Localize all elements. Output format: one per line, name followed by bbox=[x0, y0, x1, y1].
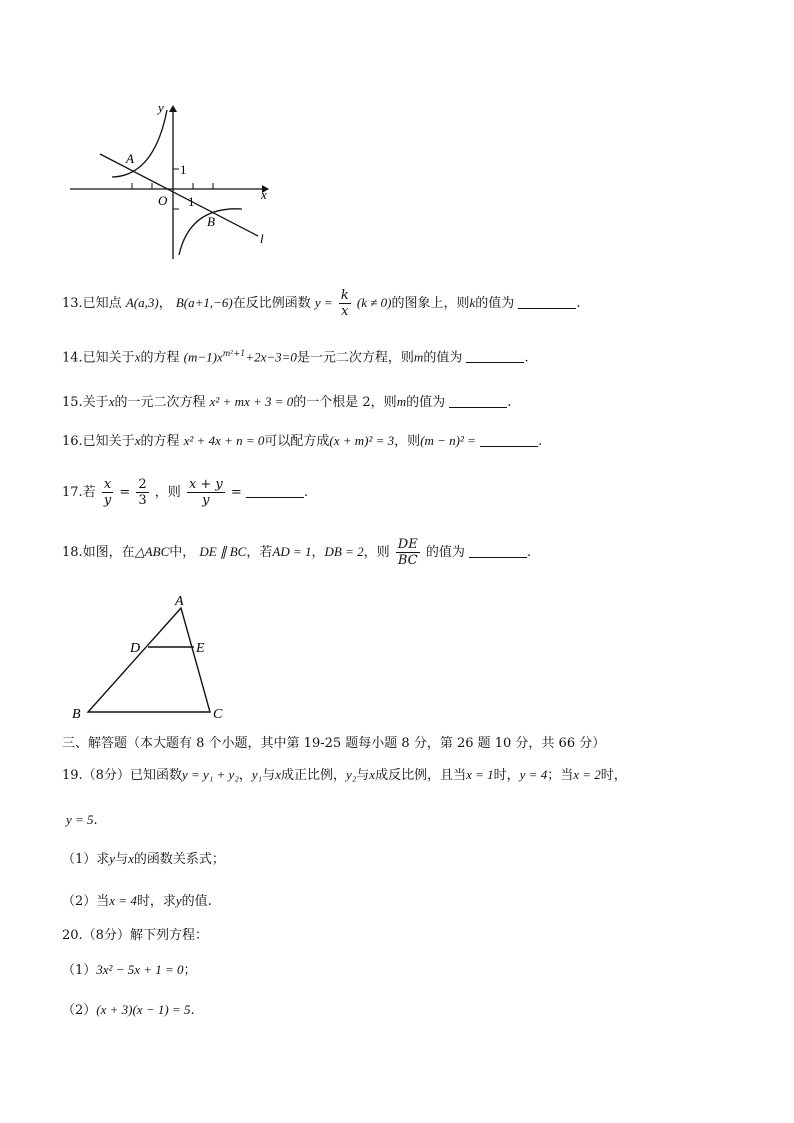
answer-blank[interactable] bbox=[466, 350, 524, 363]
question-19-line1: 19.（8分）已知函数y = y₁ + y₂，y₁与x成正比例，y₂与x成反比例，且当x = 1时，y = 4；当x = 2时， bbox=[62, 767, 627, 783]
question-13: 13.已知点 A(a,3)， B(a+1,−6)在反比例函数 y = $\frac{k}{x}$ (k ≠ 0)的图象上，则k的值为 . bbox=[62, 288, 581, 319]
y-axis-arrow bbox=[169, 105, 177, 112]
label-origin: O bbox=[158, 193, 168, 208]
label-point-a: A bbox=[126, 151, 134, 166]
hyperbola-branch-upper bbox=[112, 110, 167, 177]
line-l bbox=[100, 154, 258, 236]
triangle-figure bbox=[66, 592, 236, 724]
question-20-sub1: （1）3x² − 5x + 1 = 0； bbox=[62, 962, 197, 978]
label-point-b: B bbox=[207, 214, 215, 229]
answer-blank[interactable] bbox=[246, 485, 304, 498]
question-19-sub1: （1）求y与x的函数关系式； bbox=[62, 851, 225, 867]
label-x: x bbox=[261, 187, 267, 202]
question-17: 17.若 $\frac{x}{y}$ = $\frac{2}{3}$ ，则 $\frac{x + y}{y}$ = . bbox=[62, 477, 309, 508]
question-19-line2: y = 5. bbox=[66, 812, 98, 828]
label-a: A bbox=[175, 594, 184, 609]
fraction-k-over-x: $\frac{k}{x}$ bbox=[340, 288, 349, 319]
label-y: y bbox=[158, 100, 164, 115]
question-20-sub2: （2）(x + 3)(x − 1) = 5. bbox=[62, 1002, 195, 1018]
question-18: 18.如图，在△ABC中， DE ∥ BC，若AD = 1，DB = 2，则 $\frac{DE}{BC}$ 的值为 . bbox=[62, 537, 532, 568]
section-3-title: 三、解答题（本大题有 8 个小题，其中第 19-25 题每小题 8 分，第 26 题 10 分，共 66 分） bbox=[62, 736, 606, 751]
inverse-function-figure bbox=[62, 98, 282, 264]
question-15: 15.关于x的一元二次方程 x² + mx + 3 = 0的一个根是 2，则m的值为 . bbox=[62, 394, 512, 410]
fraction-x-over-y: $\frac{x}{y}$ bbox=[103, 477, 112, 508]
label-one-y: 1 bbox=[180, 162, 187, 177]
label-b: B bbox=[72, 707, 81, 722]
question-16: 16.已知关于x的方程 x² + 4x + n = 0可以配方成(x + m)² = 3，则(m − n)² = . bbox=[62, 433, 543, 449]
fraction-2-over-3: $\frac{2}{3}$ bbox=[138, 477, 147, 508]
question-19-sub2: （2）当x = 4时，求y的值. bbox=[62, 893, 212, 909]
label-one-x: 1 bbox=[188, 194, 195, 209]
question-14: 14.已知关于x的方程 $(m-1)x^{m^2+1}+2x-3=0$是一元二次方程，则m的值为 . bbox=[62, 349, 529, 366]
label-d: D bbox=[130, 641, 141, 656]
label-line-l: l bbox=[260, 231, 264, 246]
answer-blank[interactable] bbox=[480, 434, 538, 447]
triangle-abc bbox=[88, 608, 210, 712]
answer-blank[interactable] bbox=[518, 296, 576, 309]
question-20-title: 20.（8分）解下列方程： bbox=[62, 928, 208, 943]
answer-blank[interactable] bbox=[469, 545, 527, 558]
label-c: C bbox=[213, 707, 223, 722]
label-e: E bbox=[196, 641, 205, 656]
answer-blank[interactable] bbox=[449, 395, 507, 408]
fraction-de-over-bc: $\frac{DE}{BC}$ bbox=[397, 537, 418, 568]
fraction-x-plus-y-over-y: $\frac{x + y}{y}$ bbox=[188, 477, 223, 508]
